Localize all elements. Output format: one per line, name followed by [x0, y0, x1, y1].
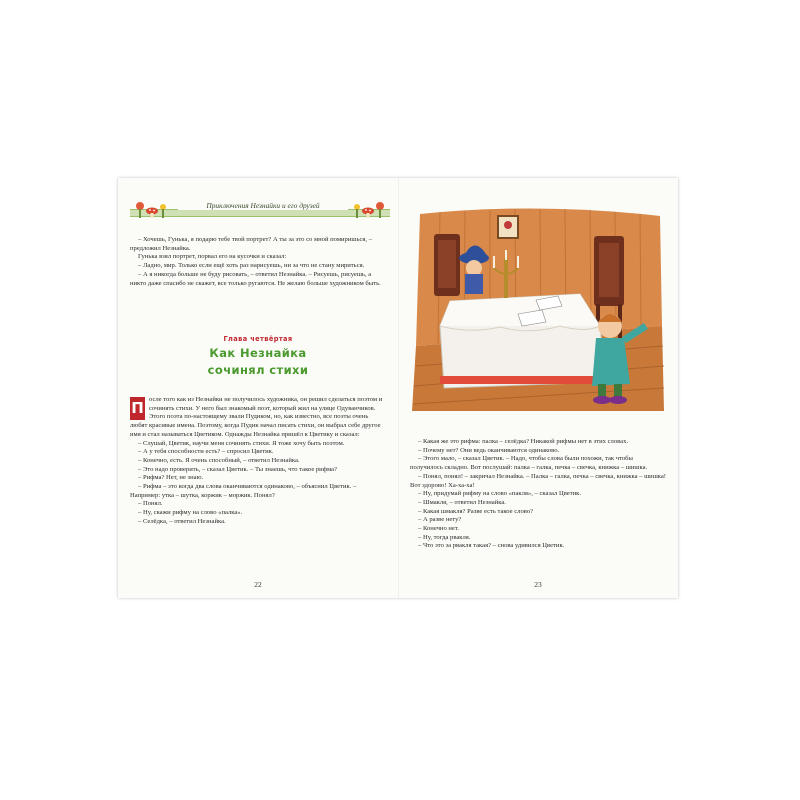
- paragraph: – Слушай, Цветик, научи меня сочинять стихи. Я тоже хочу быть поэтом.: [138, 439, 345, 447]
- paragraph: – Рифма? Нет, не знаю.: [138, 474, 204, 482]
- paragraph: – Ну, скажи рифму на слово «палка».: [138, 509, 243, 517]
- paragraph: – Рифма – это когда два слова оканчиваются одинаково, – объяснил Цветик. – Например: утка – шутка, коржик – моржик. Понял?: [130, 483, 357, 499]
- right-page: [398, 178, 678, 598]
- paragraph: – Ну, тогда рвакля.: [418, 533, 471, 541]
- paragraph: – А я никогда больше не буду рисовать, – ответил Незнайка. – Рисуешь, рисуешь, а никто даже спасибо не скажет, все только ругаются. Не желаю больше художником быть.: [130, 270, 381, 287]
- paragraph: – Понял, понял! – закричал Незнайка. – Палка – галка, печка – свечка, книжка – шишка! Вот здорово! Ха-ха-ха!: [410, 472, 667, 489]
- first-paragraph-text: осле того как из Незнайки не получилось художника, он решил сделаться поэтом и сочинять стихи. У него был знакомый поэт, который жил на улице Одуванчиков. Этого поэта по-настоящему звали Пудиком, но, как известно, все поэты очень любят красивые имена. Поэтому, когда Пудик начал писать стихи, он выбрал себе другое имя и стал называться Цветиком. Однажды Незнайка пришёл к Цветику и сказал:: [130, 396, 383, 438]
- paragraph: – Какая же это рифма: палка – селёдка? Никакой рифмы нет в этих словах.: [418, 438, 629, 445]
- page-number-right: 23: [534, 580, 542, 589]
- first-paragraph: [130, 396, 385, 440]
- paragraph: Гунька взял портрет, порвал его на кусочки и сказал:: [138, 253, 287, 261]
- paragraph: – Хочешь, Гунька, я подарю тебе твой портрет? А ты за это со мной помиришься, – предложил Незнайка.: [130, 236, 373, 252]
- paragraph: – Это надо проверить, – сказал Цветик. – Ты знаешь, что такое рифма?: [138, 465, 337, 473]
- paragraph: – Понял.: [138, 500, 163, 508]
- paragraph: – Ну, придумай рифму на слово «пакля», – сказал Цветик.: [418, 490, 581, 498]
- chapter-title-line-1: Как Незнайка: [209, 346, 307, 360]
- chapter-title-line-2: сочинял стихи: [207, 363, 309, 377]
- left-page: [118, 178, 398, 598]
- paragraph: – А у тебя способности есть? – спросил Цветик.: [138, 448, 274, 456]
- mushroom-flower-ornament-icon: [350, 200, 388, 220]
- paragraph: – Какая шмакля? Разве есть такое слово?: [418, 507, 534, 515]
- paragraph: – Шмакля, – ответил Незнайка.: [418, 498, 506, 506]
- header-title: Приключения Незнайки и его друзей: [178, 201, 348, 210]
- book-spread: [118, 178, 678, 598]
- paragraph: – Селёдка, – ответил Незнайка.: [138, 517, 226, 525]
- paragraph: – Что это за рвакля такая? – снова удивился Цветик.: [418, 542, 565, 550]
- text-block-top: [130, 236, 385, 288]
- paragraph: – Ладно, мир. Только если ещё хоть раз нарисуешь, ни за что не стану мириться.: [138, 262, 365, 270]
- chapter-heading: [158, 335, 358, 377]
- page-number-left: 22: [254, 580, 262, 589]
- paragraph: – Этого мало, – сказал Цветик. – Надо, чтобы слова были похожи, так чтобы получилось складно. Вот послушай: палка – галка, печка – свечка, книжка – шишка.: [410, 455, 648, 472]
- paragraph: – А разве нету?: [418, 516, 462, 524]
- chapter-label: Глава четвёртая: [223, 335, 293, 343]
- drop-cap: П: [130, 397, 145, 420]
- text-block-right: [410, 438, 666, 551]
- mushroom-flower-ornament-icon: [132, 200, 170, 220]
- paragraph: – Конечно, есть. Я очень способный, – ответил Незнайка.: [138, 456, 300, 464]
- poets-room-illustration: [410, 206, 666, 411]
- paragraph: – Конечно нет.: [418, 525, 459, 533]
- running-header: [130, 202, 390, 220]
- text-block-chapter: [130, 396, 385, 527]
- paragraph: – Почему нет? Они ведь оканчиваются одинаково.: [418, 446, 560, 454]
